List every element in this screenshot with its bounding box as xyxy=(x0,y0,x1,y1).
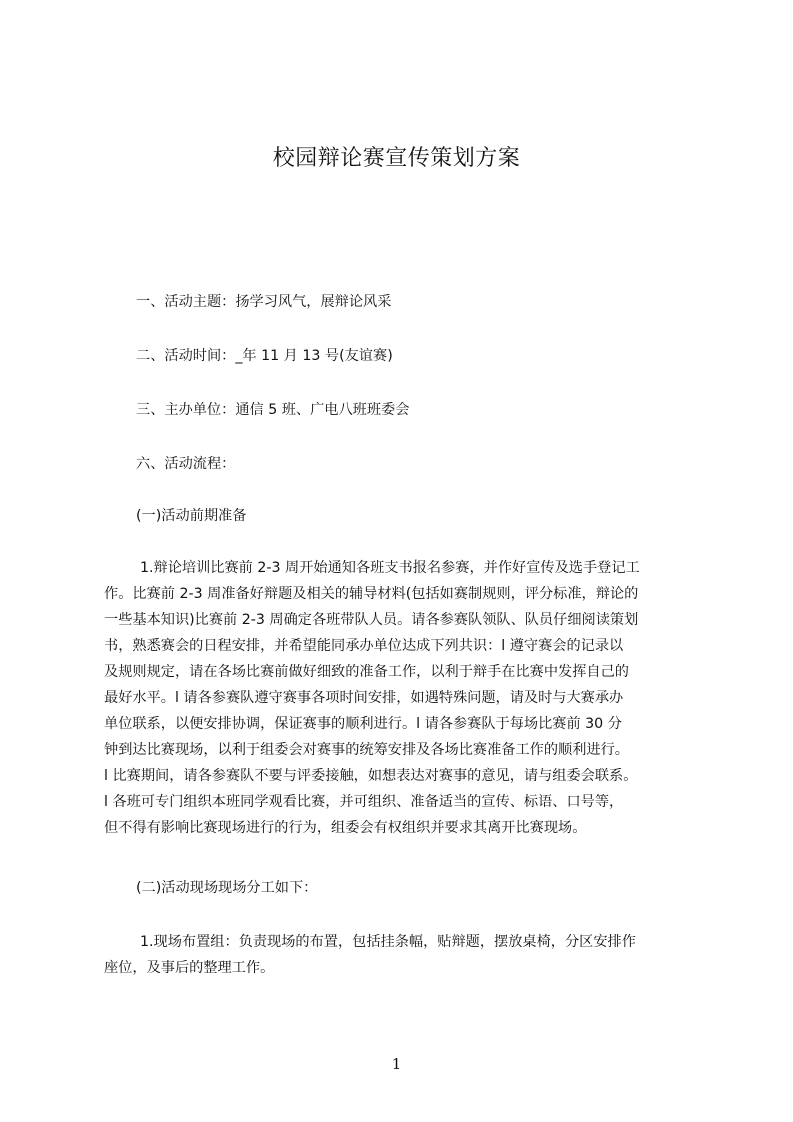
document-title: 校园辩论赛宣传策划方案 xyxy=(272,146,521,171)
paragraph1-line: 单位联系，以便安排协调，保证赛事的顺利进行。l 请各参赛队于每场比赛前 30 分 xyxy=(104,716,622,732)
paragraph2-line: 座位，及事后的整理工作。 xyxy=(104,960,275,976)
item-theme: 一、活动主题：扬学习风气，展辩论风采 xyxy=(136,294,392,310)
paragraph1-line: 但不得有影响比赛现场进行的行为，组委会有权组织并要求其离开比赛现场。 xyxy=(104,820,587,836)
item-process: 六、活动流程： xyxy=(136,456,236,472)
paragraph1-line: 书，熟悉赛会的日程安排，并希望能同承办单位达成下列共识：l 遵守赛会的记录以 xyxy=(104,638,624,654)
paragraph1-line: 1.辩论培训比赛前 2-3 周开始通知各班支书报名参赛，并作好宣传及选手登记工 xyxy=(140,560,640,576)
paragraph2-line: 1.现场布置组：负责现场的布置，包括挂条幅，贴辩题，摆放桌椅，分区安排作 xyxy=(140,934,636,950)
paragraph1-line: 钟到达比赛现场，以利于组委会对赛事的统筹安排及各场比赛准备工作的顺利进行。 xyxy=(104,742,629,758)
paragraph1-line: 一些基本知识)比赛前 2-3 周确定各班带队人员。请各参赛队领队、队员仔细阅读策划 xyxy=(104,612,639,628)
paragraph1-line: 作。比赛前 2-3 周准备好辩题及相关的辅导材料(包括如赛制规则，评分标准，辩论的 xyxy=(104,586,639,602)
paragraph1-line: 及规则规定，请在各场比赛前做好细致的准备工作，以利于辩手在比赛中发挥自己的 xyxy=(104,664,629,680)
item-time: 二、活动时间：_年 11 月 13 号(友谊赛) xyxy=(136,348,393,364)
paragraph1-line: l 比赛期间，请各参赛队不要与评委接触，如想表达对赛事的意见，请与组委会联系。 xyxy=(104,768,638,784)
page-number: 1 xyxy=(391,1055,402,1073)
paragraph1-line: l 各班可专门组织本班同学观看比赛，并可组织、准备适当的宣传、标语、口号等， xyxy=(104,794,624,810)
item-organizer: 三、主办单位：通信 5 班、广电八班班委会 xyxy=(136,402,410,418)
section-heading-division: (二)活动现场现场分工如下： xyxy=(136,880,318,896)
section-heading-preparation: (一)活动前期准备 xyxy=(136,508,247,524)
paragraph1-line: 最好水平。l 请各参赛队遵守赛事各项时间安排，如遇特殊问题，请及时与大赛承办 xyxy=(104,690,624,706)
